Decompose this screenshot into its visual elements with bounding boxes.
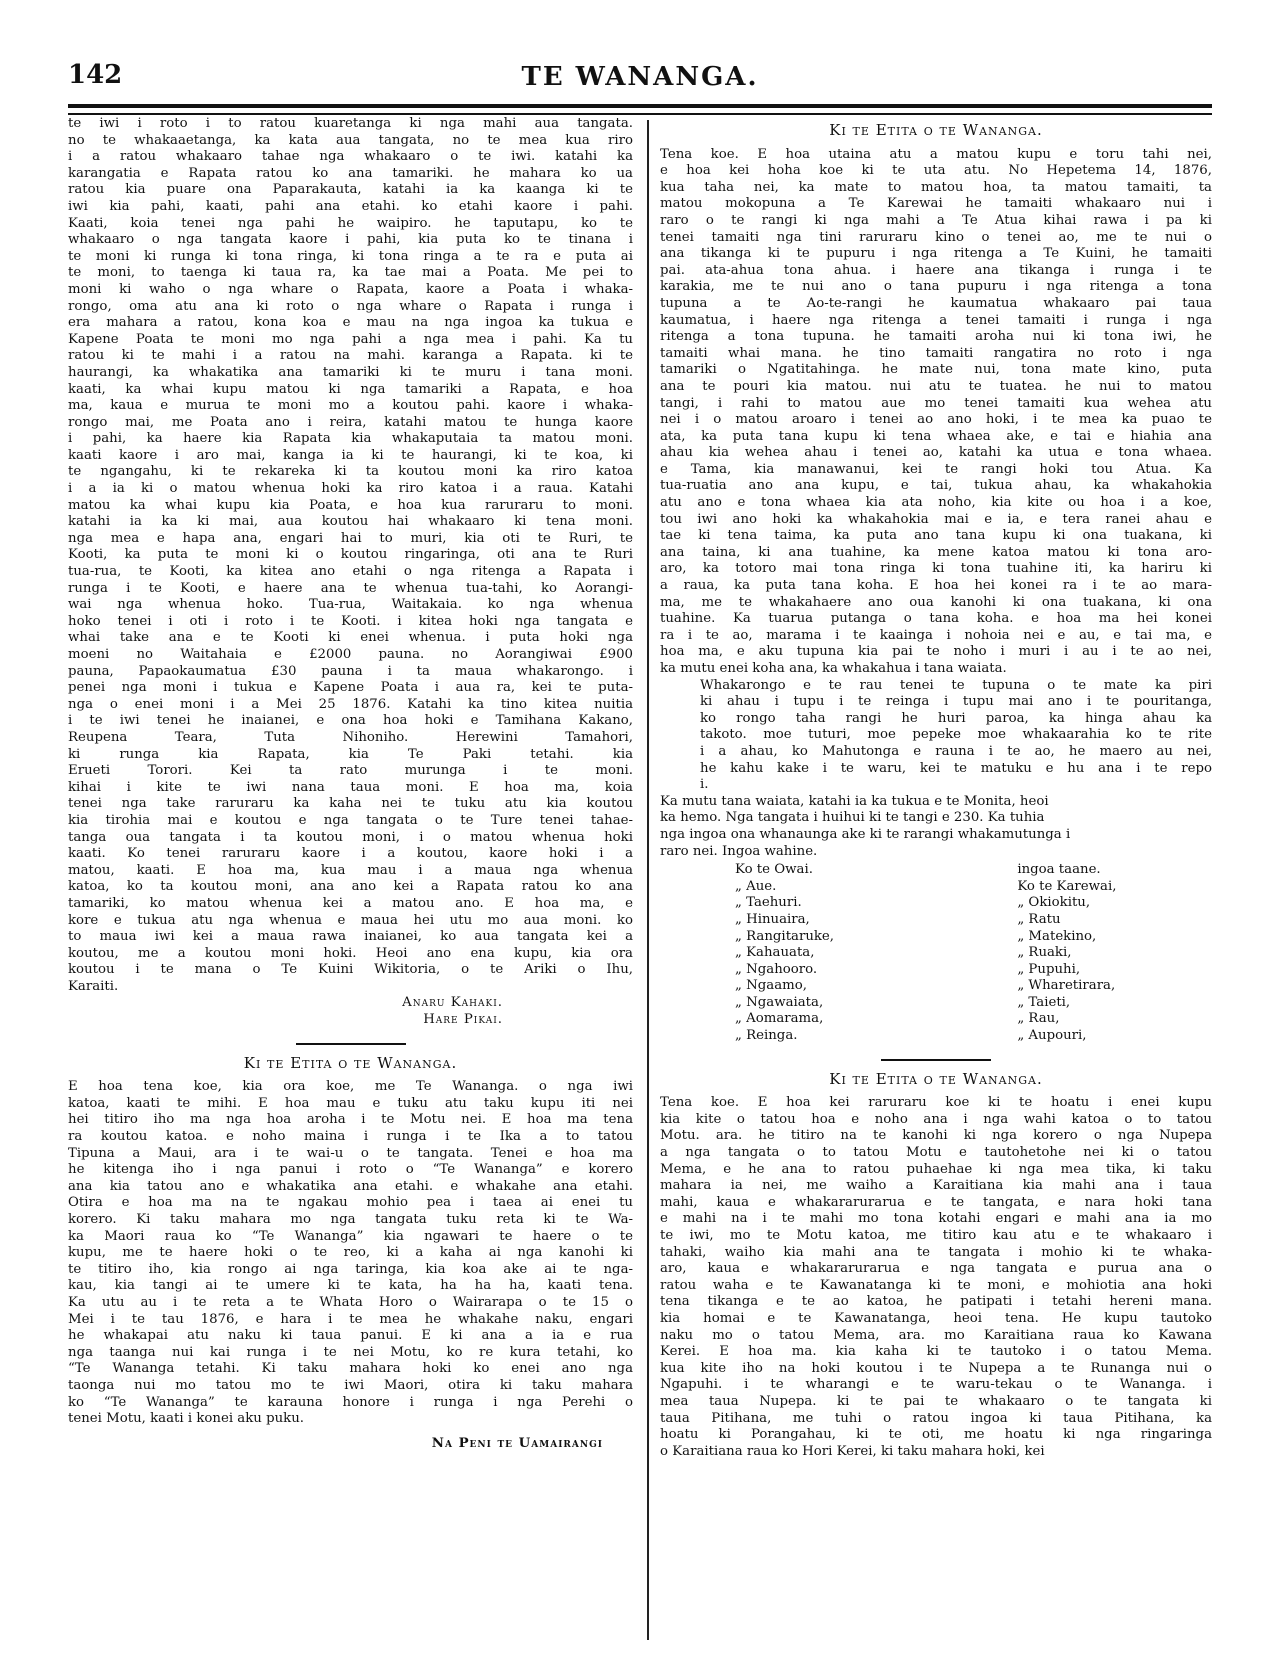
text-line: a raua, ka puta tana koha. E hoa hei konei ra i te ao mara- [660, 578, 1212, 594]
text-line: atu ano e tona whaea kia ata noho, kia kite ou hoa i a koe, [660, 495, 1212, 511]
text-line: era mahara a ratou, kona koa e mau na nga ingoa ka tukua e [68, 315, 633, 331]
letter-body-4 [660, 1095, 1212, 1460]
text-line: a nga tangata o to tatou Motu e tautohetohe nei ki o tatou [660, 1145, 1212, 1161]
text-line: whakaaro o nga tangata kaore i pahi, kia puta ko te tinana i [68, 232, 633, 248]
text-line: moni ki waho o nga whare o Rapata, kaore a Poata i whaka- [68, 281, 633, 297]
text-line: Hare Pikai. [423, 1012, 503, 1028]
text-line: mahi, kaua e whakararurarua e te tangata, e nara hoki tana [660, 1194, 1212, 1210]
text-line: hoko tenei i oti i roto i te Kooti. i kitea hoki nga tangata e [68, 613, 633, 629]
text-line: nga taanga nui kai runga i te nei Motu, ko re kura tetahi, ko [68, 1344, 633, 1360]
text-line: pai. ata-ahua tona ahua. i haere ana tikanga i runga i te [660, 262, 1212, 278]
text-line: he kahu kake i te waru, kei te matuku e hu ana i te repo [700, 760, 1212, 776]
text-line: mahara ia nei, me waiho a Karaitiana kia mahi ana i taua [660, 1178, 1212, 1194]
text-line: raro o te rangi ki nga mahi a Te Atua kihai rawa i pa ki [660, 212, 1212, 228]
text-line: ka Maori raua ko “Te Wananga” kia ngawari te haere o te [68, 1228, 633, 1244]
male-names-column [1017, 862, 1212, 1045]
text-line: Otira e hoa ma na te ngakau mohio pea i taea ai enei tu [68, 1195, 633, 1211]
text-line: i a ratou whakaaro tahae nga whakaaro o te iwi. katahi ka [68, 149, 633, 165]
text-line: kore e tukua atu nga whenua e maua hei utu mo aua moni. ko [68, 912, 633, 928]
text-line: matou, kaati. E hoa ma, kua mau i a maua nga whenua [68, 862, 633, 878]
section-divider-2 [881, 1059, 991, 1061]
text-line: ra koutou katoa. e noho maina i runga i te Ika a to tatou [68, 1129, 633, 1145]
text-line: he whakapai atu naku ki taua panui. E ki ana a ia e rua [68, 1328, 633, 1344]
text-line: ko rongo taha rangi he huri paroa, ka hinga ahau ka [700, 710, 1212, 726]
text-line: taua Pitihana, me tuhi o ratou ingoa ki taua Pitihana, ka [660, 1410, 1212, 1426]
text-line: ahau kia wehea ahau i tenei ao, katahi ka utua e tona whaea. [660, 445, 1212, 461]
text-line: moeni no Waitahaia e £2000 pauna. no Aorangiwai £900 [68, 647, 633, 662]
text-line: karangatia e Rapata ratou ko ana tamariki. he mahara ko ua [68, 165, 633, 181]
text-line: tanga oua tangata i ta koutou moni, i o matou whenua hoki [68, 829, 633, 845]
text-line: i pahi, ka haere kia Rapata kia whakaputaia ta matou moni. [68, 431, 633, 447]
text-line: Kerei. E hoa ma. kia kaha ki te tautoko i o tatou Mema. [660, 1344, 1212, 1360]
text-line: ki runga kia Rapata, kia Te Paki tetahi. kia [68, 746, 633, 762]
text-line: tangi, i rahi to matou aue mo tenei tamaiti kua wehea atu [660, 395, 1212, 411]
text-line: i te iwi tenei he inaianei, e ona hoa hoki e Tamihana Kakano, [68, 713, 633, 729]
text-line: Ngapuhi. i te wharangi e te waru-tekau o te Wananga. i [660, 1377, 1212, 1393]
text-line: ratou ki te mahi i a ratou na mahi. karanga a Rapata. ki te [68, 348, 633, 364]
text-line: tahaki, waiho kia mahi ana te tangata i mohio ki te whaka- [660, 1244, 1212, 1260]
text-line: kaati. Ko tenei raruraru kaore i a koutou, kaore hoki i a [68, 846, 633, 862]
text-line: nei i o matou aroaro i tenei ao ano hoki, i te mea ka puao te [660, 412, 1212, 428]
text-line: kaati kaore i aro mai, kanga ia ki te haurangi, ki te koa, ki [68, 447, 633, 463]
text-line: kua kite iho na hoki koutou i te Nupepa a te Runanga nui o [660, 1360, 1212, 1376]
text-line: nga ingoa ona whanaunga ake ki te rarangi whakamutunga i [660, 826, 1071, 842]
female-names-list [660, 862, 1017, 1045]
text-line: te iwi, mo te Motu katoa, me titiro kau atu e te whakaaro i [660, 1228, 1212, 1243]
text-line: Erueti Torori. Kei ta rato murunga i te moni. [68, 763, 633, 779]
text-line: tou iwi ano hoki ka whakahokia mai e ia, e tera ranei ahau e [660, 511, 1212, 527]
text-line: Kaati, koia tenei nga pahi he waipiro. he taputapu, ko te [68, 215, 633, 231]
text-line: „ Ngawaiata, [735, 994, 824, 1010]
text-line: i. [700, 777, 709, 793]
text-line: aro, kaua e whakararurarua e nga tangata e purua ana o [660, 1261, 1212, 1277]
text-line: kupu, me te haere hoki o te reo, ki a kaha ai nga kanohi ki [68, 1245, 633, 1261]
text-line: E hoa tena koe, kia ora koe, me Te Wananga. o nga iwi [68, 1079, 633, 1095]
text-line: tupuna a te Ao-te-rangi he kaumatua whakaaro pai taua [660, 295, 1212, 311]
text-line: hei titiro iho ma nga hoa aroha i te Motu nei. E hoa ma tena [68, 1112, 633, 1128]
text-line: ma, kaua e murua te moni mo a koutou pahi. kaore i whaka- [68, 398, 633, 414]
text-line: ratou waha e te Kawanatanga ki te moni, e mohiotia ana hoki [660, 1277, 1212, 1293]
text-line: takoto. moe tuturi, moe pepeke moe whakaarahia ko te rite [700, 727, 1212, 743]
letter-heading-4: Ki te Etita o te Wananga. [829, 1069, 1043, 1088]
text-line: „ Aupouri, [1017, 1028, 1087, 1044]
text-line: ritenga a tona tupuna. he tamaiti aroha nui ki tona iwi, he [660, 329, 1212, 345]
text-line: Mei i te tau 1876, e hara i te mea he whakahe naku, engari [68, 1311, 633, 1327]
text-line: wai nga whenua hoko. Tua-rua, Waitakaia. ko nga whenua [68, 597, 633, 613]
text-line: Tena koe. E hoa kei raruraru koe ki te hoatu i enei kupu [660, 1095, 1212, 1111]
text-line: ka mutu enei koha ana, ka whakahua i tana waiata. [660, 661, 1007, 676]
text-line: Whakarongo e te rau tenei te tupuna o te mate ka piri [700, 677, 1212, 693]
text-line: e hoa kei hoha koe ki te uta atu. No Hepetema 14, 1876, [660, 163, 1212, 179]
text-line: te titiro iho, kia rongo ai nga taringa, kia koa ake ai te nga- [68, 1261, 633, 1277]
letter-body-3 [660, 147, 1212, 678]
text-line: haurangi, ka whakatika ana tamariki ki te muru i tana moni. [68, 364, 633, 380]
text-line: tae ki tena taima, ka puta ano tana kupu ki ona tuakana, ki [660, 528, 1212, 544]
text-line: „ Rangitaruke, [735, 928, 835, 944]
text-line: o Karaitiana raua ko Hori Kerei, ki taku mahara hoki, kei [660, 1443, 1045, 1459]
text-line: pauna, Papaokaumatua £30 pauna i ta maua whakarongo. i [68, 663, 633, 679]
text-line: “Te Wananga tetahi. Ki taku mahara hoki ko enei ano nga [68, 1361, 633, 1377]
text-line: „ Aomarama, [735, 1011, 824, 1027]
text-line: matou ka whai kupu kia Poata, e hoa kua raruraru to moni. [68, 497, 633, 513]
text-line: kihai i kite te iwi nana taua moni. E hoa ma, koia [68, 779, 633, 795]
text-line: e Tama, kia manawanui, kei te rangi hoki tou Atua. Ka [660, 461, 1212, 477]
text-line: nga o enei moni i a Mei 25 1876. Katahi ka tino kitea nuitia [68, 696, 633, 712]
letter-body-2 [68, 1079, 633, 1427]
text-line: runga i te Kooti, e haere ana te whenua tua-tahi, ko Aorangi- [68, 580, 633, 596]
text-line: mea taua Nupepa. ki te pai te whakaaro o te tangata ki [660, 1393, 1212, 1409]
text-line: kaumatua, i haere nga ritenga a tenei tamaiti i runga i nga [660, 312, 1212, 328]
letter-heading-2: Ki te Etita o te Wananga. [243, 1053, 458, 1072]
text-line: hoa ma, e aku tupuna kia pai te noho i muri i au i te ao nei, [660, 644, 1212, 660]
text-line: tamaiti whai mana. he tino tamaiti rangatira no roto i nga [660, 345, 1212, 361]
text-line: iwi kia pahi, kaati, pahi ana etahi. ko etahi kaore i pahi. [68, 198, 633, 214]
text-line: katahi ia ka ki mai, aua koutou hai whakaaro ki tena moni. [68, 514, 633, 530]
text-line: penei nga moni i tukua e Kapene Poata i aua ra, kei te puta- [68, 680, 633, 696]
text-line: te moni, to taenga ki taua ra, ka tae mai a Poata. Me pei to [68, 265, 633, 281]
letter-body-1 [68, 116, 633, 995]
text-line: raro nei. Ingoa wahine. [660, 843, 818, 859]
left-column [68, 116, 633, 1452]
header-rule-thin [68, 113, 1212, 115]
text-line: „ Ruaki, [1017, 945, 1072, 961]
text-line: katoa, kaati te mihi. E hoa mau e tuku atu taku kupu iti nei [68, 1095, 633, 1111]
text-line: tenei Motu, kaati i konei aku puku. [68, 1411, 304, 1427]
text-line: Kapene Poata te moni mo nga pahi a nga mea i pahi. Ka tu [68, 331, 633, 347]
text-line: ana tikanga ki te pupuru i nga ritenga a Te Kuini, he tamaiti [660, 246, 1212, 262]
text-line: ma, me te whakahaere ano oua kanohi ki ona tuakana, ki ona [660, 594, 1212, 610]
text-line: hoatu ki Porangahau, ki te oti, me hoatu ki nga ringaringa [660, 1427, 1212, 1443]
text-line: koutou i te mana o Te Kuini Wikitoria, o te Ariki o Ihu, [68, 962, 633, 978]
text-line: Karaiti. [68, 978, 119, 994]
letter-body-3-continued [660, 794, 1212, 860]
text-line: Anaru Kahaki. [402, 995, 503, 1011]
text-line: i a ahau, ko Mahutonga e rauna i te ao, he maero au nei, [700, 743, 1212, 759]
text-line: ana te pouri kia matou. nui atu te tuatea. he nui to matou [660, 378, 1212, 394]
text-line: taonga nui mo tatou mo te iwi Maori, otira ki taku mahara [68, 1377, 633, 1393]
text-line: Mema, e he ana to ratou puhaehae ki nga mea tika, ki taku [660, 1161, 1212, 1177]
text-line: „ Ratu [1017, 911, 1061, 927]
text-line: „ Kahauata, [735, 945, 815, 961]
text-line: karakia, me te nui ano o tana pupuru i nga ritenga a tona [660, 279, 1212, 295]
text-line: tuahine. Ka tuarua putanga o tana koha. e hoa ma hei konei [660, 611, 1212, 627]
text-line: „ Ngaamo, [735, 978, 807, 994]
text-line: tamariki, ko matou whenua kei a matou ano. E hoa ma, e [68, 895, 633, 911]
text-line: whai take ana e te Kooti ki enei whenua. i puta hoki nga [68, 630, 633, 646]
text-line: tua-rua, te Kooti, ka kitea ano etahi o nga ritenga a Rapata i [68, 564, 633, 580]
page-number: 142 [68, 60, 123, 90]
text-line: „ Rau, [1017, 1011, 1060, 1027]
text-line: katoa, ko ta koutou moni, ana ano kei a Rapata ratou ko ana [68, 879, 633, 895]
text-line: „ Matekino, [1017, 928, 1097, 944]
male-names-list [1017, 879, 1212, 1045]
text-line: rongo mai, me Poata ano i reira, katahi matou te hunga kaore [68, 414, 633, 430]
text-line: kau, kia tangi ai te umere ki te kata, ha ha ha, kaati tena. [68, 1278, 633, 1294]
text-line: Ka mutu tana waiata, katahi ia ka tukua e te Monita, heoi [660, 793, 1049, 809]
text-line: tena tikanga e te ao katoa, he patipati i tetahi hereni mana. [660, 1294, 1212, 1310]
text-line: e mahi na i te mahi mo tona kotahi engari e mahi ana ia mo [660, 1211, 1212, 1227]
text-line: tenei tamaiti nga tini raruraru kino o tenei ao, me te nui o [660, 229, 1212, 245]
newspaper-title: TE WANANGA. [521, 62, 759, 92]
text-line: Ko te Owai. [735, 862, 813, 878]
text-line: naku mo o tatou Mema, ara. mo Karaitiana raua ko Kawana [660, 1327, 1212, 1343]
text-line: „ Pupuhi, [1017, 961, 1081, 977]
text-line: kia kite o tatou hoa e noho ana i nga wahi katoa o to tatou [660, 1111, 1212, 1127]
text-line: koutou, me a koutou moni hoki. Heoi ano ena kupu, kia ora [68, 945, 633, 961]
text-line: Tipuna a Maui, ara i te wai-u o te tangata. Tenei e hoa ma [68, 1145, 633, 1161]
relatives-list [660, 862, 1212, 1045]
text-line: ana kia tatou ano e whakatika ana etahi. e whakahe ana etahi. [68, 1178, 633, 1194]
male-names-heading: ingoa taane. [1017, 862, 1101, 878]
text-line: tua-ruatia ano ana kupu, e tai, tukua ahau, ka whakahokia [660, 478, 1212, 494]
text-line: „ Wharetirara, [1017, 978, 1116, 994]
text-line: ka hemo. Nga tangata i huihui ki te tangi e 230. Ka tuhia [660, 810, 1045, 826]
text-line: ko “Te Wananga” te karauna honore i runga i nga Perehi o [68, 1394, 633, 1410]
text-line: „ Taieti, [1017, 994, 1071, 1010]
text-line: ra i te ao, marama i te kaainga i nohoia nei e au, e tai ma, e [660, 627, 1212, 643]
letter-heading-3: Ki te Etita o te Wananga. [829, 121, 1043, 139]
text-line: ana taina, ki ana tuahine, ka mene katoa matou ki tona aro- [660, 544, 1212, 560]
text-line: ki ahau i tupu i te reinga i tupu mai ano i te pouritanga, [700, 694, 1212, 710]
text-line: „ Hinuaira, [735, 911, 810, 927]
text-line: kua taha nei, ka mate to matou hoa, ta matou tamaiti, ta [660, 179, 1212, 195]
text-line: kia homai e te Kawanatanga, heoi tena. He kupu tautoko [660, 1310, 1212, 1326]
text-line: ratou kia puare ona Paparakauta, katahi ia ka kaanga ki te [68, 182, 633, 198]
letter-signatures-1 [68, 995, 633, 1028]
text-line: „ Taehuri. [735, 895, 802, 911]
text-line: Motu. ara. he titiro na te kanohi ki nga korero o nga Nupepa [660, 1128, 1212, 1144]
text-line: Tena koe. E hoa utaina atu a matou kupu e toru tahi nei, [660, 146, 1212, 162]
text-line: tamariki o Ngatitahinga. he mate nui, tona mate kino, puta [660, 362, 1212, 378]
text-line: „ Ngahooro. [735, 961, 818, 977]
text-line: to maua iwi kei a maua rawa inaianei, ko aua tangata kei a [68, 929, 633, 945]
text-line: nga mea e hapa ana, engari hai to muri, kia oti te Ruri, te [68, 530, 633, 546]
text-line: te iwi i roto i to ratou kuaretanga ki nga mahi aua tangata. [68, 116, 633, 131]
lament-poem [700, 678, 1212, 794]
text-line: „ Okiokitu, [1017, 895, 1091, 911]
letter-signature-2: Na Peni te Uamairangi [431, 1435, 603, 1451]
section-divider [296, 1043, 406, 1045]
text-line: te moni ki runga ki tona ringa, ki tona ringa a te ra e puta ai [68, 248, 633, 264]
text-line: ata, ka puta tana kupu ki tena whaea ake, e tai e hiahia ana [660, 428, 1212, 444]
header-rule-thick [68, 104, 1212, 108]
text-line: „ Reinga. [735, 1028, 798, 1044]
text-line: he kitenga iho i nga panui i roto o “Te Wananga” e korero [68, 1162, 633, 1178]
text-line: i a ia ki o matou whenua hoki ka riro katoa i a raua. Katahi [68, 481, 633, 497]
right-column [660, 116, 1212, 1460]
text-line: Reupena Teara, Tuta Nihoniho. Herewini Tamahori, [68, 729, 633, 745]
text-line: matou mokopuna a Te Karewai he tamaiti whakaaro nui i [660, 196, 1212, 212]
text-line: aro, ka totoro mai tona ringa ki tona tuahine iti, ka hariru ki [660, 561, 1212, 577]
text-line: kia tirohia mai e koutou e nga tangata o te Ture tenei tahae- [68, 812, 633, 828]
text-line: kaati, ka whai kupu matou ki nga tamariki a Rapata, e hoa [68, 381, 633, 397]
text-line: tenei nga take raruraru ka kaha nei te tuku atu kia koutou [68, 796, 633, 812]
text-line: „ Aue. [735, 878, 777, 894]
text-line: no te whakaaetanga, ka kata aua tangata, no te mea kua riro [68, 132, 633, 148]
text-line: Ko te Karewai, [1017, 878, 1117, 894]
text-line: korero. Ki taku mahara mo nga tangata tuku reta ki te Wa- [68, 1212, 633, 1227]
page-header [68, 60, 1212, 100]
text-line: Kooti, ka puta te moni ki o koutou ringaringa, oti ana te Ruri [68, 547, 633, 563]
column-divider [647, 120, 649, 1640]
text-line: te ngangahu, ki te rekareka ki ta koutou moni ka riro katoa [68, 464, 633, 480]
text-line: rongo, oma atu ana ki roto o nga whare o Rapata i runga i [68, 298, 633, 314]
text-line: Ka utu au i te reta a te Whata Horo o Wairarapa o te 15 o [68, 1294, 633, 1310]
